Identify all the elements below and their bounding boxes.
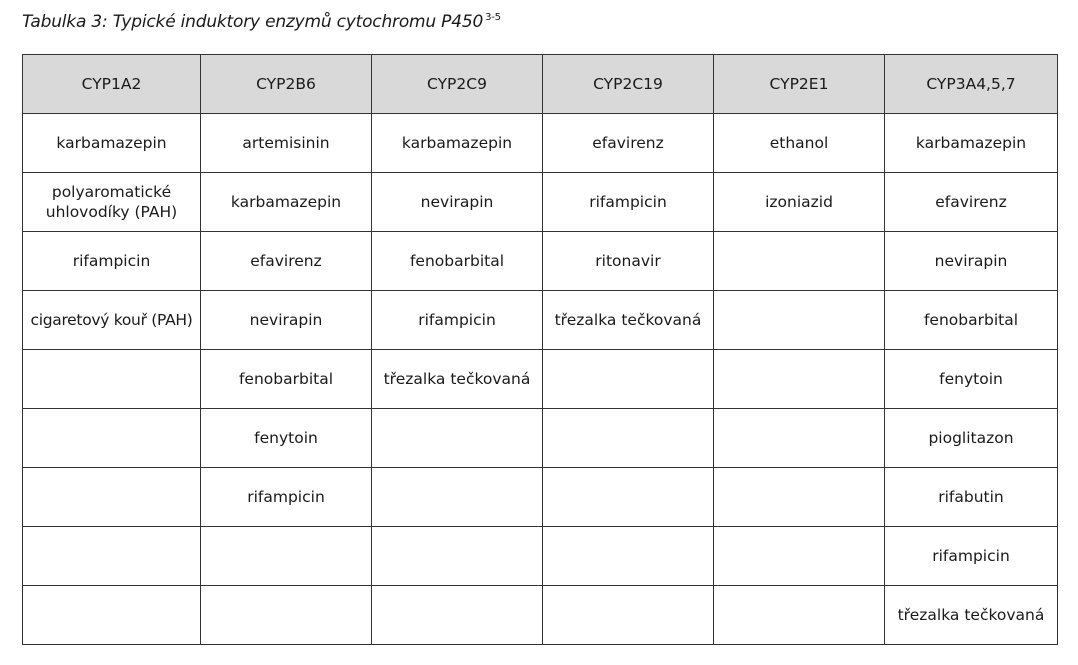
table-cell: rifampicin <box>885 527 1058 586</box>
table-cell: efavirenz <box>201 232 372 291</box>
column-header: CYP3A4,5,7 <box>885 55 1058 114</box>
table-cell: pioglitazon <box>885 409 1058 468</box>
table-cell <box>23 586 201 645</box>
table-cell: třezalka tečkovaná <box>372 350 543 409</box>
table-row <box>23 527 1058 586</box>
table-cell: artemisinin <box>201 114 372 173</box>
table-cell: efavirenz <box>543 114 714 173</box>
table-cell: nevirapin <box>201 291 372 350</box>
column-header: CYP2E1 <box>714 55 885 114</box>
table-cell: fenytoin <box>885 350 1058 409</box>
column-header: CYP2C19 <box>543 55 714 114</box>
table-cell: karbamazepin <box>885 114 1058 173</box>
table-cell: ethanol <box>714 114 885 173</box>
table-cell: fenytoin <box>201 409 372 468</box>
table-cell <box>201 586 372 645</box>
table-cell: třezalka tečkovaná <box>543 291 714 350</box>
table-cell: třezalka tečkovaná <box>885 586 1058 645</box>
table-cell <box>23 468 201 527</box>
table-cell: izoniazid <box>714 173 885 232</box>
table-row <box>23 114 1058 173</box>
table-cell <box>372 586 543 645</box>
table-cell <box>543 409 714 468</box>
table-cell: karbamazepin <box>372 114 543 173</box>
table-cell <box>714 527 885 586</box>
table-cell: nevirapin <box>372 173 543 232</box>
table-cell: karbamazepin <box>201 173 372 232</box>
table-cell <box>543 468 714 527</box>
table-cell: rifampicin <box>23 232 201 291</box>
table-row <box>23 173 1058 232</box>
table-cell: efavirenz <box>885 173 1058 232</box>
table-cell: fenobarbital <box>372 232 543 291</box>
table-cell <box>23 527 201 586</box>
table-cell: rifampicin <box>201 468 372 527</box>
table-cell <box>714 350 885 409</box>
table-cell <box>543 350 714 409</box>
table-cell <box>23 409 201 468</box>
table-row <box>23 409 1058 468</box>
table-row <box>23 468 1058 527</box>
table-cell <box>23 173 201 232</box>
table-row <box>23 586 1058 645</box>
table-cell: rifampicin <box>372 291 543 350</box>
column-header: CYP2C9 <box>372 55 543 114</box>
table-cell <box>714 409 885 468</box>
table-cell: rifabutin <box>885 468 1058 527</box>
table-cell: ritonavir <box>543 232 714 291</box>
caption-reference: 3-5 <box>485 12 501 23</box>
table-cell <box>543 586 714 645</box>
cell-text-wrapped: polyaromatické uhlovodíky (PAH) <box>45 183 178 221</box>
table-row <box>23 350 1058 409</box>
table-row <box>23 291 1058 350</box>
table-cell: nevirapin <box>885 232 1058 291</box>
table-cell: fenobarbital <box>885 291 1058 350</box>
table-cell <box>201 527 372 586</box>
table-cell <box>714 468 885 527</box>
table-cell <box>372 409 543 468</box>
header-row <box>23 55 1058 114</box>
table-row <box>23 232 1058 291</box>
column-header: CYP1A2 <box>23 55 201 114</box>
column-header: CYP2B6 <box>201 55 372 114</box>
table-cell <box>714 586 885 645</box>
table-cell <box>23 350 201 409</box>
table-cell <box>543 527 714 586</box>
table-cell: fenobarbital <box>201 350 372 409</box>
table-cell: rifampicin <box>543 173 714 232</box>
table-cell <box>714 232 885 291</box>
caption-title: Tabulka 3: Typické induktory enzymů cytochromu P450 <box>22 12 484 32</box>
table-cell: karbamazepin <box>23 114 201 173</box>
table-caption <box>22 12 501 32</box>
table-cell <box>714 291 885 350</box>
table-cell: cigaretový kouř (PAH) <box>23 291 201 350</box>
table-cell <box>372 527 543 586</box>
inductors-table <box>22 54 1058 645</box>
table-cell <box>372 468 543 527</box>
